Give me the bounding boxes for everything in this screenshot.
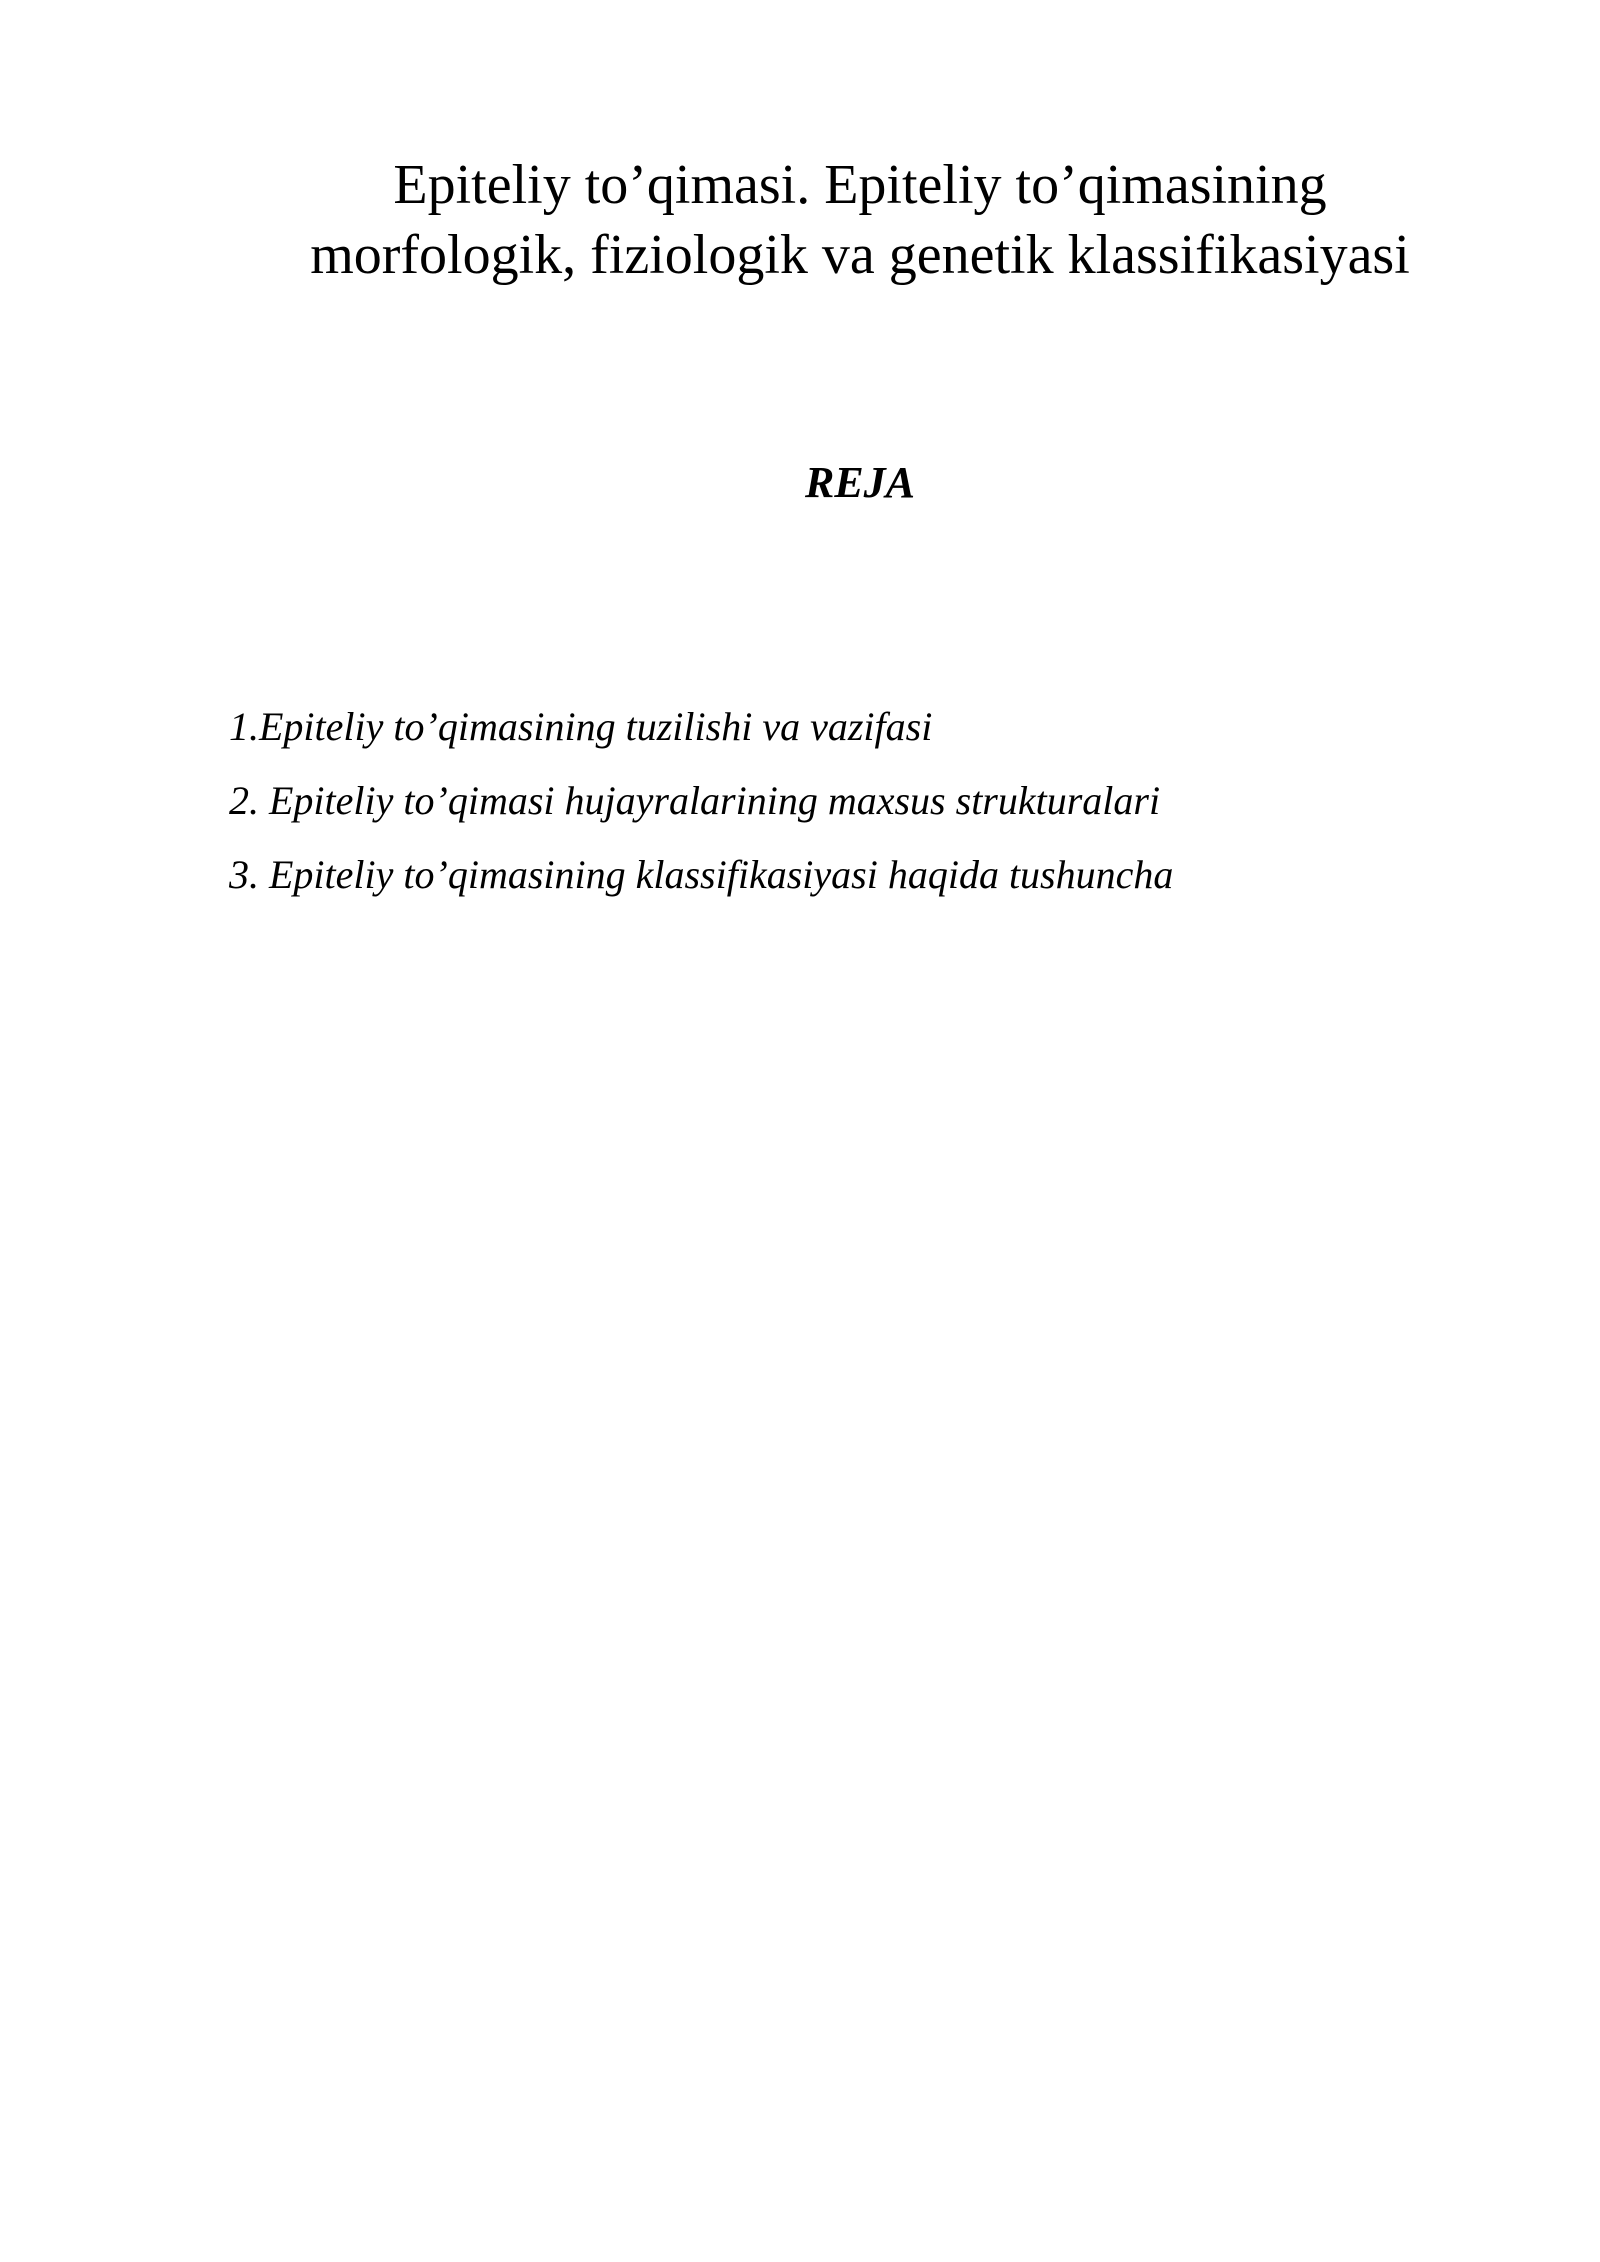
plan-list [229,690,1173,912]
plan-item-1: 1.Epiteliy to’qimasining tuzilishi va vazifasi [229,704,933,749]
plan-item-2: 2. Epiteliy to’qimasi hujayralarining maxsus strukturalari [229,778,1161,823]
title-line-2: morfologik, fiziologik va genetik klassifikasiyasi [310,224,1410,286]
document-title [200,150,1520,290]
plan-item-3: 3. Epiteliy to’qimasining klassifikasiyasi haqida tushuncha [229,852,1174,897]
plan-heading: REJA [804,458,916,507]
title-line-1: Epiteliy to’qimasi. Epiteliy to’qimasining [393,154,1327,216]
